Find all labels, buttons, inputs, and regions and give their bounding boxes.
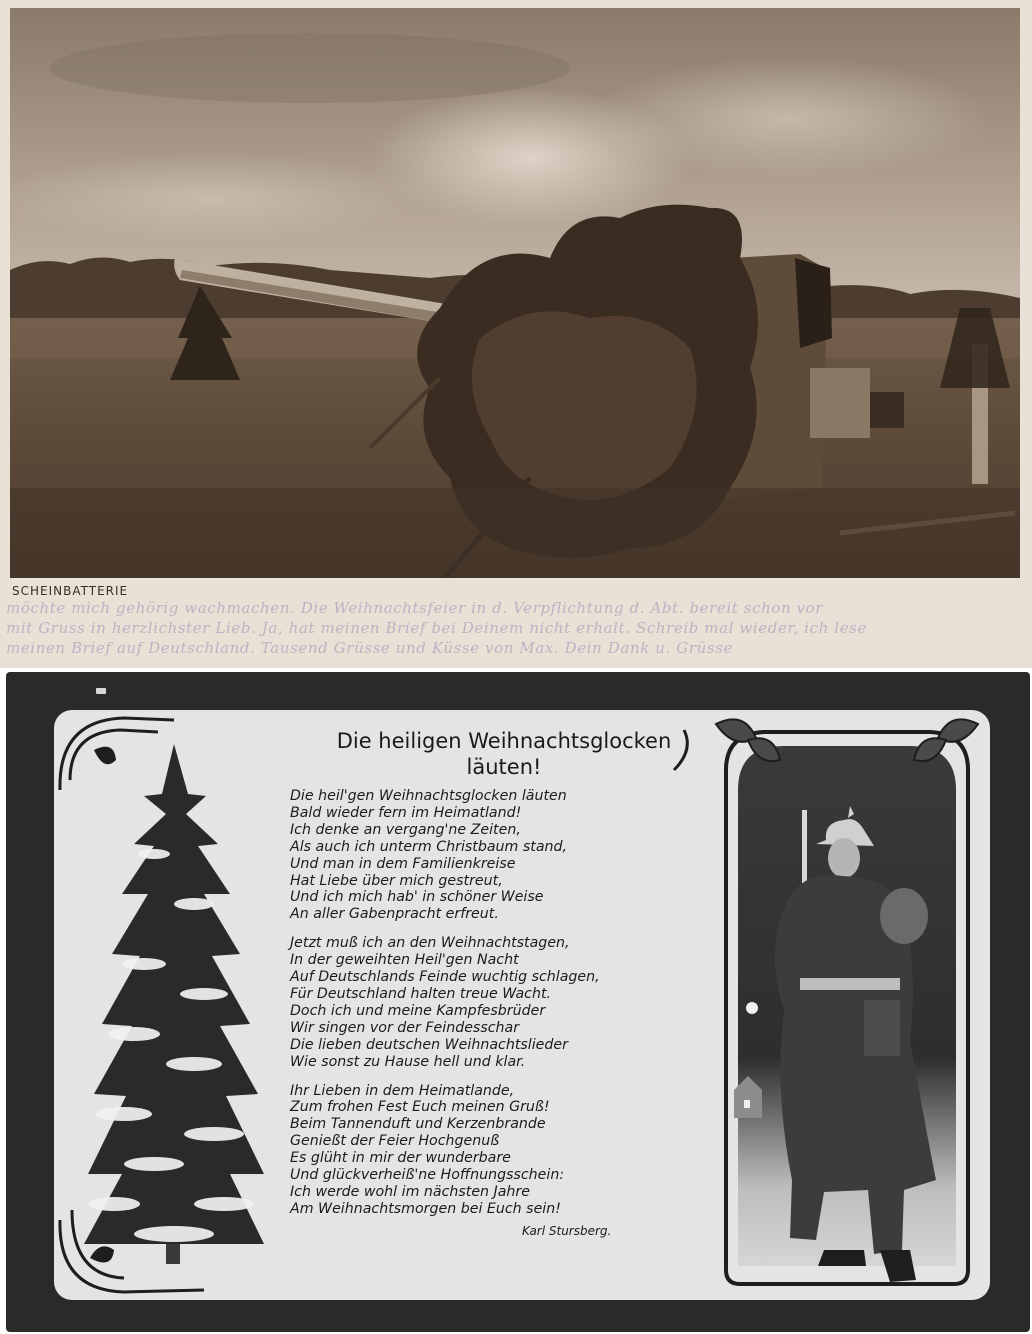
poem-line: Als auch ich unterm Christbaum stand, (290, 838, 568, 855)
snowy-fir-tree (74, 734, 274, 1274)
poem-line: Bald wieder fern im Heimatland! (290, 804, 522, 821)
poem-line: Es glüht in mir der wunderbare (290, 1150, 511, 1167)
poem-line: Wie sonst zu Hause hell und klar. (290, 1053, 526, 1070)
poem-line: Für Deutschland halten treue Wacht. (290, 985, 552, 1002)
photo-caption: SCHEINBATTERIE (12, 584, 129, 598)
poem-line: Jetzt muß ich an den Weihnachtstagen, (290, 935, 570, 952)
bottom-postcard (6, 672, 1030, 1332)
poem-line: Ihr Lieben in dem Heimatlande, (290, 1082, 515, 1099)
poem-line: Am Weihnachtsmorgen bei Euch sein! (290, 1200, 561, 1217)
poem-line: Hat Liebe über mich gestreut, (290, 872, 503, 889)
poem-line: Und ich mich hab' in schöner Weise (290, 889, 544, 906)
poem-line: Beim Tannenduft und Kerzenbrande (290, 1116, 546, 1133)
poem-line: Auf Deutschlands Feinde wuchtig schlagen, (290, 969, 600, 986)
poem-line: Und man in dem Familienkreise (290, 855, 516, 872)
corner-mark (96, 688, 106, 694)
poem-body (290, 788, 710, 1230)
handwriting-line: mit Gruss in herzlichster Lieb. Ja, hat meinen Brief bei Deinem nicht erhalt. Schreib mal wieder, ich lese (6, 619, 867, 637)
poem-title-line: läuten! (466, 755, 542, 779)
poem-line: Ich denke an vergang'ne Zeiten, (290, 821, 521, 838)
stanza (290, 935, 710, 1070)
handwriting-line: meinen Brief auf Deutschland. Tausend Grüsse und Küsse von Max. Dein Dank u. Grüsse (6, 639, 733, 657)
handwritten-message (6, 598, 1026, 664)
poem-line: Wir singen vor der Feindesschar (290, 1019, 520, 1036)
poem-line: An aller Gabenpracht erfreut. (290, 906, 499, 923)
poem-title-line: Die heiligen Weihnachtsglocken (336, 729, 672, 753)
soldier-portrait-frame (704, 710, 990, 1300)
stanza (290, 1083, 710, 1218)
poem-line: In der geweihten Heil'gen Nacht (290, 952, 519, 969)
poem-line: Die lieben deutschen Weihnachtslieder (290, 1036, 568, 1053)
poem-title (304, 728, 704, 780)
poem-line: Zum frohen Fest Euch meinen Gruß! (290, 1099, 550, 1116)
poem-line: Doch ich und meine Kampfesbrüder (290, 1002, 546, 1019)
poem-panel (54, 710, 990, 1300)
poem-line: Und glückverheiß'ne Hoffnungsschein: (290, 1167, 565, 1184)
poem-line: Genießt der Feier Hochgenuß (290, 1133, 500, 1150)
poem-line: Die heil'gen Weihnachtsglocken läuten (290, 788, 567, 804)
poem-line: Ich werde wohl im nächsten Jahre (290, 1183, 530, 1200)
handwriting-line: möchte mich gehörig wachmachen. Die Weihnachtsfeier in d. Verpflichtung d. Abt. bereit schon vor (6, 599, 824, 617)
stanza (290, 788, 710, 923)
poem-author: Karl Stursberg. (522, 1224, 612, 1238)
camouflaged-gun-photo (10, 8, 1020, 578)
